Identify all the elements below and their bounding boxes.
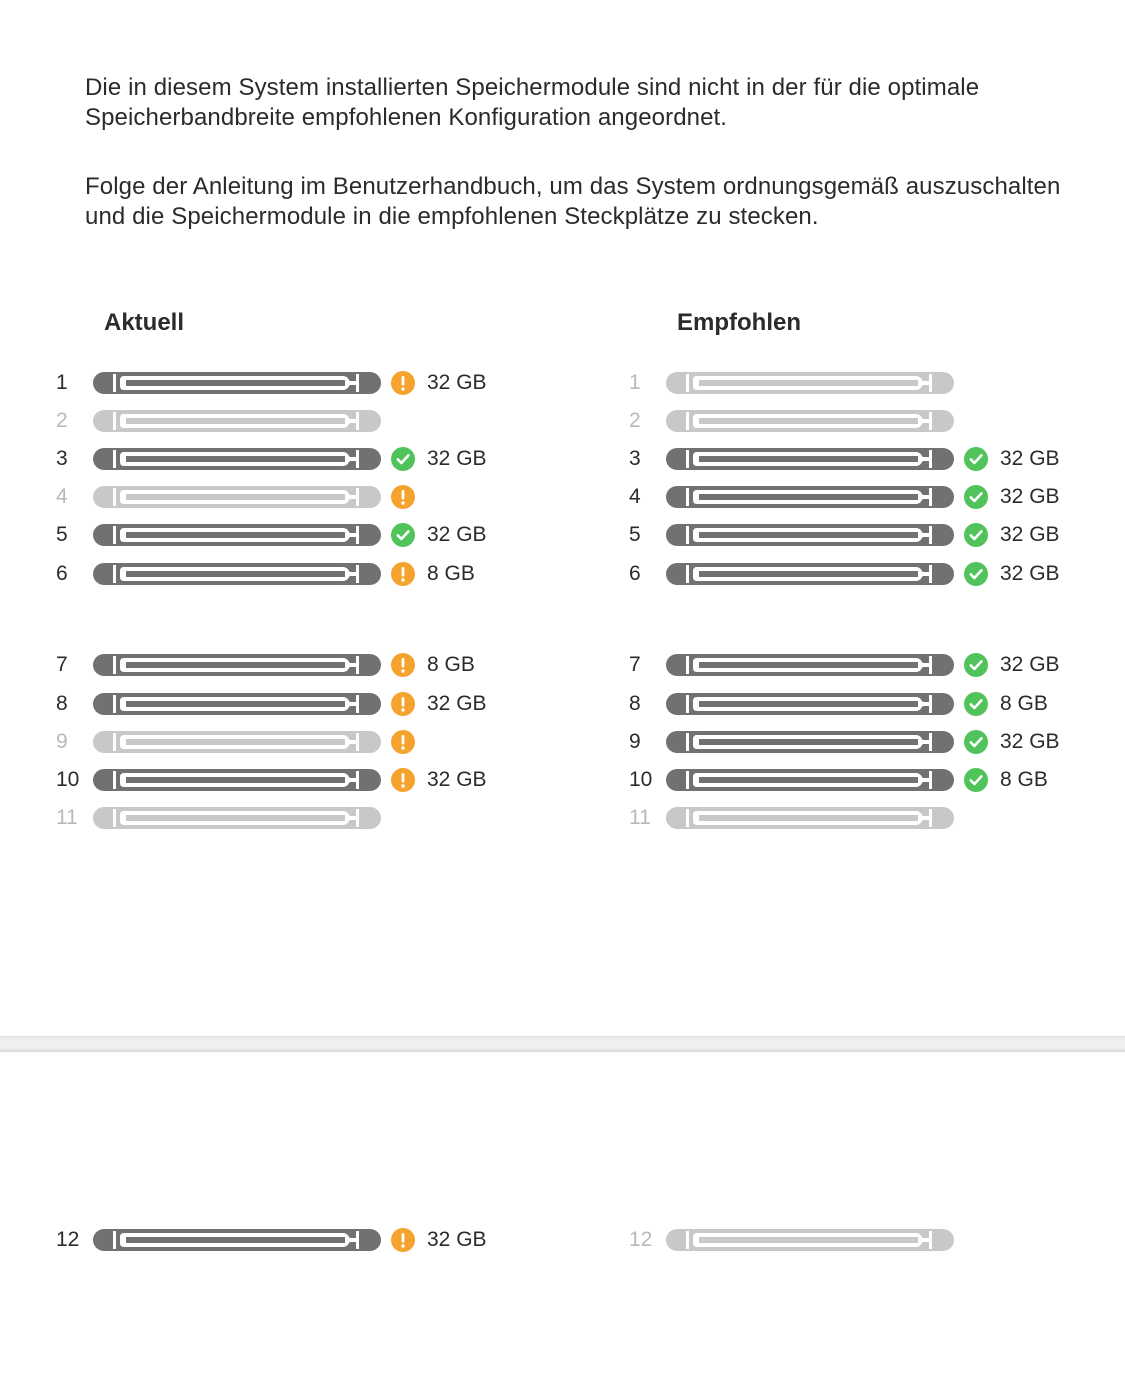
module-size: 32 GB [427, 371, 487, 394]
window-divider [0, 1036, 1125, 1052]
module-size: 32 GB [1000, 485, 1060, 508]
current-slot-3 [56, 444, 576, 474]
memory-module-installed-icon [93, 769, 381, 791]
slot-number: 5 [56, 523, 68, 546]
slot-number: 11 [56, 806, 78, 829]
module-size: 8 GB [427, 653, 475, 676]
slot-number: 9 [629, 730, 641, 753]
slot-number: 2 [629, 409, 641, 432]
recommended-slot-2 [629, 406, 1125, 436]
instructions-message: Folge der Anleitung im Benutzerhandbuch, um das System ordnungsgemäß auszuschalten und die Speichermodule in die empfohlenen Steckplätze zu stecken. [85, 173, 1061, 230]
checkmark-icon [964, 562, 988, 586]
warning-icon [391, 768, 415, 792]
memory-module-empty-icon [93, 486, 381, 508]
checkmark-icon [964, 485, 988, 509]
warning-icon [391, 653, 415, 677]
recommended-slot-10 [629, 765, 1125, 795]
current-slot-7 [56, 650, 576, 680]
module-size: 32 GB [427, 523, 487, 546]
current-slot-8 [56, 689, 576, 719]
recommended-slot-7 [629, 650, 1125, 680]
slot-number: 4 [56, 485, 68, 508]
current-slot-10 [56, 765, 576, 795]
recommended-slot-11 [629, 803, 1125, 833]
warning-icon [391, 485, 415, 509]
slot-number: 8 [56, 692, 68, 715]
memory-module-installed-icon [666, 524, 954, 546]
memory-module-installed-icon [666, 654, 954, 676]
slot-number: 6 [629, 562, 641, 585]
slot-number: 12 [629, 1228, 653, 1251]
slot-number: 9 [56, 730, 68, 753]
checkmark-icon [964, 523, 988, 547]
module-size: 32 GB [1000, 653, 1060, 676]
slot-number: 1 [56, 371, 68, 394]
slot-number: 2 [56, 409, 68, 432]
current-column-title: Aktuell [104, 309, 185, 336]
memory-module-installed-icon [93, 448, 381, 470]
checkmark-icon [964, 768, 988, 792]
slot-number: 12 [56, 1228, 80, 1251]
slot-number: 8 [629, 692, 641, 715]
recommended-slot-12 [629, 1225, 1125, 1255]
module-size: 32 GB [427, 768, 487, 791]
slot-number: 11 [629, 806, 651, 829]
recommended-slot-4 [629, 482, 1125, 512]
slot-number: 3 [56, 447, 68, 470]
memory-module-installed-icon [666, 769, 954, 791]
memory-module-installed-icon [93, 372, 381, 394]
slot-number: 4 [629, 485, 641, 508]
memory-module-empty-icon [666, 372, 954, 394]
current-slot-5 [56, 520, 576, 550]
memory-module-empty-icon [93, 731, 381, 753]
module-size: 8 GB [427, 562, 475, 585]
memory-module-installed-icon [93, 1229, 381, 1251]
checkmark-icon [964, 653, 988, 677]
module-size: 32 GB [1000, 562, 1060, 585]
memory-module-installed-icon [93, 654, 381, 676]
module-size: 8 GB [1000, 768, 1048, 791]
module-size: 32 GB [427, 1228, 487, 1251]
module-size: 32 GB [427, 447, 487, 470]
current-slot-6 [56, 559, 576, 589]
config-warning-message: Die in diesem System installierten Speichermodule sind nicht in der für die optimale Speicherbandbreite empfohlenen Konfiguration angeordnet. [85, 74, 980, 131]
current-slot-1 [56, 368, 576, 398]
warning-icon [391, 371, 415, 395]
checkmark-icon [391, 523, 415, 547]
slot-number: 6 [56, 562, 68, 585]
slot-number: 10 [629, 768, 653, 791]
memory-module-empty-icon [666, 807, 954, 829]
memory-module-installed-icon [666, 486, 954, 508]
slot-number: 10 [56, 768, 80, 791]
module-size: 32 GB [427, 692, 487, 715]
recommended-column-title: Empfohlen [677, 309, 801, 336]
memory-module-installed-icon [93, 524, 381, 546]
memory-module-empty-icon [93, 807, 381, 829]
recommended-slot-8 [629, 689, 1125, 719]
recommended-slot-3 [629, 444, 1125, 474]
recommended-slot-1 [629, 368, 1125, 398]
recommended-slot-6 [629, 559, 1125, 589]
memory-module-empty-icon [666, 1229, 954, 1251]
current-slot-2 [56, 406, 576, 436]
memory-module-installed-icon [666, 693, 954, 715]
module-size: 8 GB [1000, 692, 1048, 715]
memory-module-empty-icon [93, 410, 381, 432]
warning-icon [391, 730, 415, 754]
module-size: 32 GB [1000, 523, 1060, 546]
slot-number: 3 [629, 447, 641, 470]
module-size: 32 GB [1000, 447, 1060, 470]
warning-icon [391, 562, 415, 586]
slot-number: 1 [629, 371, 641, 394]
memory-module-installed-icon [666, 563, 954, 585]
checkmark-icon [964, 447, 988, 471]
warning-icon [391, 1228, 415, 1252]
checkmark-icon [391, 447, 415, 471]
memory-module-installed-icon [93, 563, 381, 585]
current-slot-11 [56, 803, 576, 833]
recommended-slot-5 [629, 520, 1125, 550]
memory-module-installed-icon [93, 693, 381, 715]
warning-icon [391, 692, 415, 716]
memory-module-installed-icon [666, 731, 954, 753]
current-slot-12 [56, 1225, 576, 1255]
checkmark-icon [964, 730, 988, 754]
current-slot-9 [56, 727, 576, 757]
checkmark-icon [964, 692, 988, 716]
memory-module-installed-icon [666, 448, 954, 470]
slot-number: 7 [56, 653, 68, 676]
recommended-slot-9 [629, 727, 1125, 757]
slot-number: 5 [629, 523, 641, 546]
slot-number: 7 [629, 653, 641, 676]
memory-module-empty-icon [666, 410, 954, 432]
module-size: 32 GB [1000, 730, 1060, 753]
current-slot-4 [56, 482, 576, 512]
